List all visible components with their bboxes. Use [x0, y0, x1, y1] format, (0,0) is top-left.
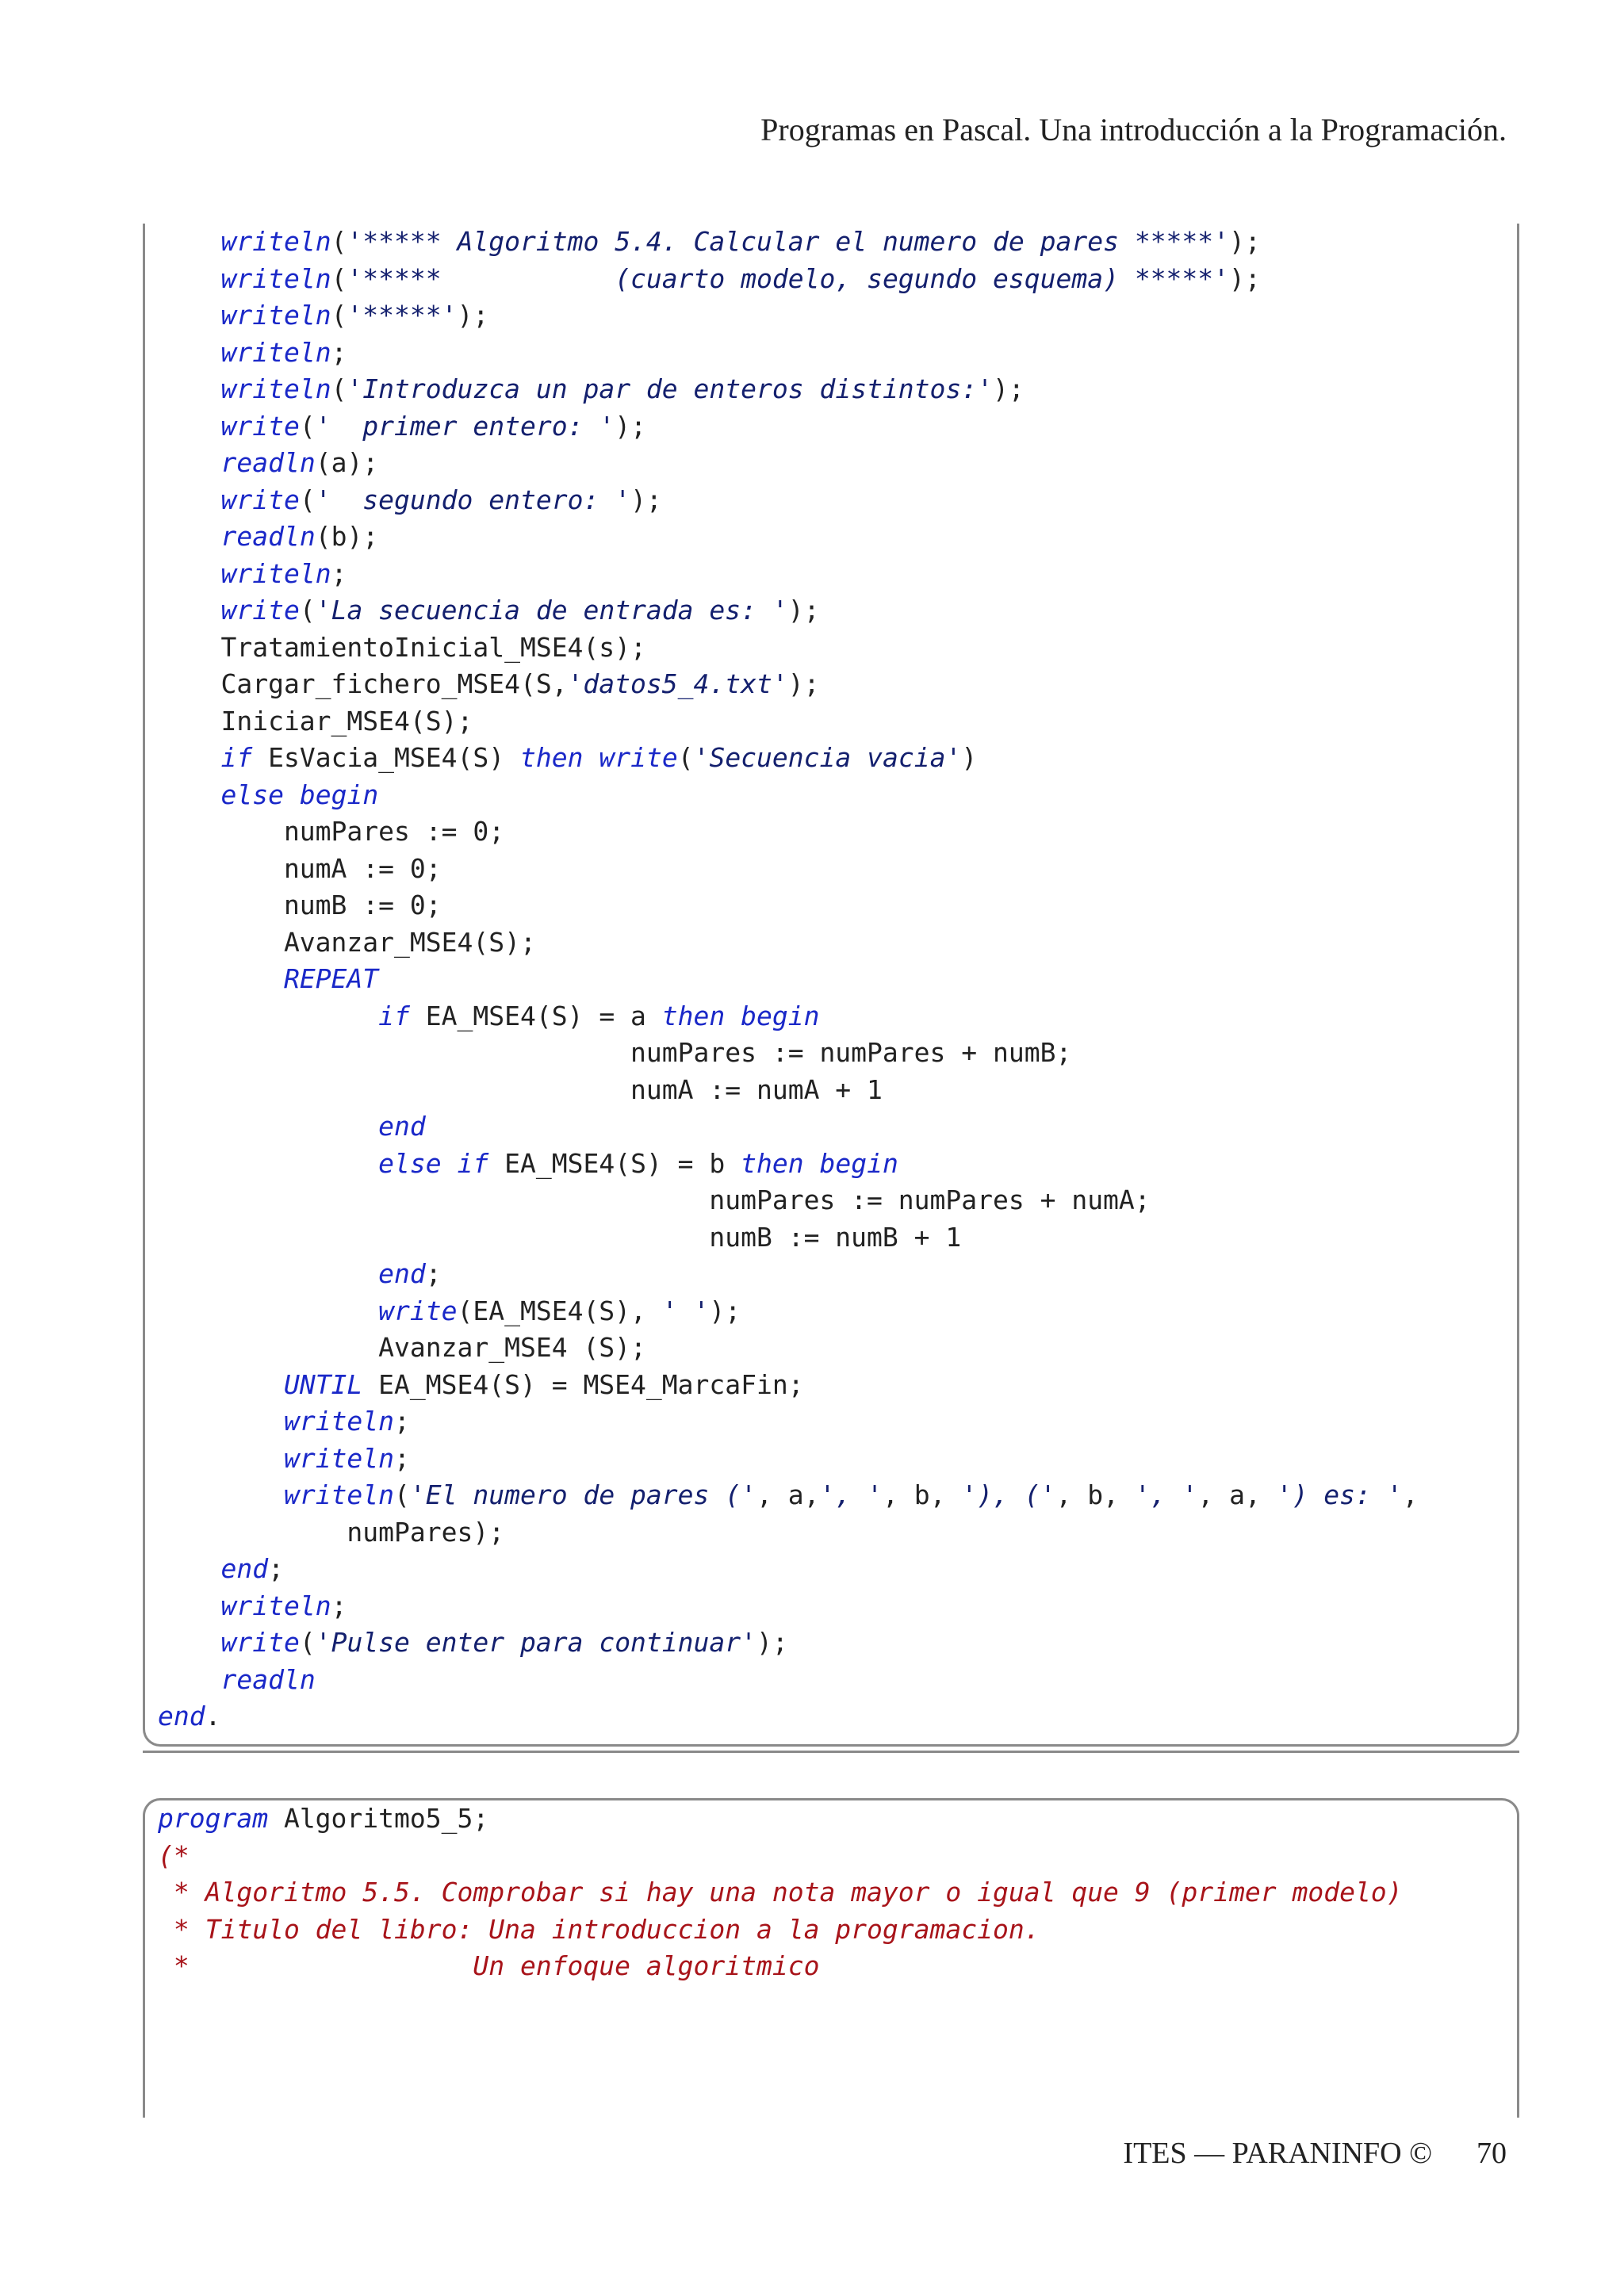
code-string: ' segundo entero: ': [315, 484, 631, 515]
code-text: );: [709, 1295, 741, 1326]
code-line: [158, 1514, 1419, 1552]
code-text: numA := 0;: [158, 852, 442, 884]
code-listing-continued: [143, 224, 1519, 1747]
listing-double-rule: [143, 1751, 1519, 1753]
code-line: [158, 1698, 1419, 1735]
page-footer: [1123, 2136, 1507, 2171]
code-line: [158, 1219, 1419, 1257]
code-string: 'Secuencia vacia': [693, 742, 962, 773]
code-text: Avanzar_MSE4(S);: [158, 926, 536, 958]
code-text: [158, 1590, 220, 1621]
code-line: [158, 740, 1419, 777]
code-text: [725, 1001, 741, 1031]
code-keyword: else: [378, 1147, 442, 1179]
code-text: Cargar_fichero_MSE4(S,: [158, 668, 568, 699]
code-text: );: [1229, 262, 1261, 294]
code-text: numPares);: [158, 1516, 505, 1548]
code-line: [158, 1072, 1419, 1109]
code-text: );: [787, 595, 820, 626]
code-text: EA_MSE4(S) = b: [488, 1147, 741, 1179]
code-comment: (*: [158, 1839, 190, 1871]
code-text: EsVacia_MSE4(S): [252, 742, 520, 773]
code-string: 'datos5_4.txt': [567, 668, 788, 699]
code-string: ') es: ': [1276, 1479, 1403, 1510]
code-string: 'La secuencia de entrada es: ': [315, 595, 788, 626]
code-text: [158, 1001, 378, 1031]
code-text: [158, 1553, 220, 1584]
code-keyword: writeln: [220, 300, 331, 331]
code-text: [158, 1627, 220, 1658]
code-string: '***** Algoritmo 5.4. Calcular el numero de pares *****': [347, 226, 1230, 257]
code-string: '***** (cuarto modelo, segundo esquema) *****': [347, 262, 1230, 294]
code-text: , b,: [1055, 1479, 1135, 1510]
code-line: [158, 1874, 1403, 1911]
code-string: 'Pulse enter para continuar': [315, 1627, 756, 1658]
code-line: [158, 666, 1419, 703]
code-line: [158, 1330, 1419, 1367]
code-text: ;: [394, 1406, 410, 1437]
code-comment: * Algoritmo 5.5. Comprobar si hay una nota mayor o igual que 9 (primer modelo): [158, 1877, 1403, 1908]
code-text: [158, 595, 220, 626]
code-text: );: [457, 300, 489, 331]
code-line: [158, 703, 1419, 740]
code-keyword: write: [220, 595, 300, 626]
code-keyword: end: [378, 1111, 426, 1142]
code-line: [158, 851, 1419, 888]
code-text: [158, 521, 220, 552]
code-keyword: then: [661, 1000, 726, 1031]
code-text: (: [331, 262, 347, 294]
code-text: numPares := numPares + numA;: [158, 1184, 1151, 1215]
code-text: [158, 1148, 378, 1179]
code-keyword: then: [741, 1147, 804, 1179]
code-keyword: writeln: [220, 1590, 331, 1621]
code-line: [158, 1800, 1403, 1838]
code-text: );: [993, 373, 1025, 404]
code-string: ', ': [819, 1479, 883, 1510]
code-keyword: UNTIL: [283, 1368, 363, 1400]
code-line: [158, 1624, 1419, 1662]
code-text: [158, 411, 220, 442]
code-text: EA_MSE4(S) = a: [409, 1000, 662, 1031]
code-keyword: REPEAT: [283, 963, 379, 994]
code-text: numB := numB + 1: [158, 1221, 962, 1253]
code-line: [158, 1146, 1419, 1183]
code-text: ;: [394, 1442, 410, 1474]
code-text: (EA_MSE4(S),: [457, 1295, 662, 1326]
running-header: Programas en Pascal. Una introducción a la Programación.: [760, 112, 1507, 147]
code-keyword: if: [220, 742, 253, 773]
code-line: [158, 1911, 1403, 1949]
code-line: [158, 1477, 1419, 1514]
code-line: [158, 261, 1419, 298]
code-keyword: writeln: [220, 262, 331, 294]
code-keyword: writeln: [220, 226, 331, 257]
page-number: 70: [1477, 2137, 1507, 2170]
code-text: TratamientoInicial_MSE4(s);: [158, 631, 646, 663]
code-keyword: readln: [220, 521, 316, 552]
code-text: , a,: [756, 1479, 820, 1510]
code-listing-algoritmo5-5: [143, 1798, 1519, 2118]
code-line: [158, 297, 1419, 335]
code-text: [158, 337, 220, 368]
code-string: ' primer entero: ': [315, 410, 615, 442]
code-text: (a);: [315, 447, 379, 478]
code-keyword: writeln: [220, 557, 331, 589]
code-text: , a,: [1197, 1479, 1277, 1510]
code-text: [158, 1406, 284, 1437]
code-text: (: [677, 742, 694, 773]
code-keyword: writeln: [283, 1442, 395, 1474]
code-text: [158, 484, 220, 515]
code-text: [158, 1369, 284, 1400]
code-text: numPares := numPares + numB;: [158, 1037, 1072, 1068]
code-text: [158, 1664, 220, 1695]
code-comment: * Titulo del libro: Una introduccion a la programacion.: [158, 1913, 1040, 1945]
code-keyword: write: [220, 484, 300, 515]
code-string: 'Introduzca un par de enteros distintos:': [347, 373, 994, 404]
code-text: [804, 1148, 820, 1179]
code-text: [284, 779, 300, 810]
code-keyword: write: [220, 1627, 300, 1658]
code-text: ;: [331, 336, 347, 368]
code-line: [158, 1035, 1419, 1072]
code-line: [158, 629, 1419, 667]
code-text: Algoritmo5_5;: [268, 1803, 489, 1834]
code-text: [442, 1148, 458, 1179]
code-keyword: else: [220, 779, 284, 810]
code-keyword: if: [457, 1147, 489, 1179]
code-keyword: readln: [220, 447, 316, 478]
code-keyword: end: [378, 1258, 426, 1289]
code-line: [158, 1293, 1419, 1330]
code-text: numB := 0;: [158, 890, 442, 920]
code-text: [158, 742, 220, 773]
code-line: [158, 1182, 1419, 1219]
code-text: (: [331, 300, 347, 331]
code-keyword: end: [158, 1701, 205, 1732]
code-line: [158, 998, 1419, 1035]
code-text: [158, 300, 220, 331]
code-line: [158, 887, 1419, 924]
code-text: ): [961, 742, 978, 773]
code-line: [158, 224, 1419, 261]
code-keyword: write: [378, 1295, 458, 1326]
code-text: numPares := 0;: [158, 816, 505, 847]
code-text: [158, 226, 220, 257]
code-text: (: [394, 1479, 410, 1510]
code-keyword: end: [220, 1553, 269, 1584]
code-line: [158, 1662, 1419, 1699]
code-text: [158, 1443, 284, 1474]
code-line: [158, 1403, 1419, 1441]
code-keyword: readln: [220, 1663, 316, 1695]
code-text: [158, 1111, 378, 1142]
code-keyword: begin: [819, 1147, 898, 1179]
code-line: [158, 519, 1419, 556]
code-text: numA := numA + 1: [158, 1073, 883, 1105]
code-line: [158, 924, 1419, 962]
code-text: [158, 447, 220, 478]
code-string: ' ': [661, 1295, 710, 1326]
code-text: [158, 1295, 378, 1326]
code-line: [158, 408, 1419, 446]
code-text: [583, 742, 599, 773]
code-string: ', ': [1134, 1479, 1198, 1510]
code-text: EA_MSE4(S) = MSE4_MarcaFin;: [362, 1368, 804, 1400]
code-text: );: [1229, 226, 1261, 257]
code-text: (: [299, 1627, 316, 1658]
code-line: [158, 335, 1419, 372]
code-keyword: then: [520, 742, 584, 773]
code-text: [158, 1258, 378, 1289]
code-keyword: if: [378, 1000, 410, 1031]
code-line: [158, 1256, 1419, 1293]
code-text: (: [299, 410, 316, 442]
code-text: Iniciar_MSE4(S);: [158, 705, 473, 737]
code-keyword: write: [220, 410, 300, 442]
code-string: '), (': [961, 1479, 1056, 1510]
code-line: [158, 1838, 1403, 1875]
code-text: );: [787, 668, 820, 699]
code-line: [158, 1367, 1419, 1404]
code-text: [158, 558, 220, 589]
code-line: [158, 371, 1419, 408]
code-block: [158, 1800, 1403, 1985]
code-text: (: [299, 484, 316, 515]
code-text: (: [331, 373, 347, 404]
code-string: '*****': [347, 300, 458, 331]
code-keyword: begin: [299, 779, 379, 810]
code-line: [158, 556, 1419, 593]
code-line: [158, 1108, 1419, 1146]
code-text: [158, 1479, 284, 1510]
code-block: [158, 224, 1419, 1735]
code-text: (: [331, 226, 347, 257]
code-keyword: begin: [741, 1000, 820, 1031]
code-text: , b,: [882, 1479, 962, 1510]
code-comment: * Un enfoque algoritmico: [158, 1950, 820, 1981]
code-text: );: [630, 484, 662, 515]
code-line: [158, 961, 1419, 998]
code-line: [158, 813, 1419, 851]
code-text: ;: [331, 557, 347, 589]
publisher-credit: ITES — PARANINFO ©: [1123, 2137, 1432, 2170]
code-line: [158, 592, 1419, 629]
code-keyword: writeln: [220, 373, 331, 404]
code-text: ,: [1402, 1479, 1419, 1510]
code-text: ;: [331, 1590, 347, 1621]
code-text: (b);: [315, 521, 379, 552]
code-keyword: program: [158, 1803, 269, 1834]
code-line: [158, 1588, 1419, 1625]
code-text: .: [205, 1701, 221, 1732]
code-text: );: [615, 410, 646, 442]
code-text: );: [756, 1627, 788, 1658]
code-text: [158, 373, 220, 404]
code-line: [158, 1551, 1419, 1588]
code-line: [158, 1948, 1403, 1985]
code-text: [158, 963, 284, 994]
code-keyword: writeln: [283, 1479, 395, 1510]
code-text: Avanzar_MSE4 (S);: [158, 1332, 646, 1363]
code-keyword: write: [599, 742, 678, 773]
code-text: (: [299, 595, 316, 626]
code-line: [158, 482, 1419, 519]
code-line: [158, 445, 1419, 482]
code-string: 'El numero de pares (': [409, 1479, 756, 1510]
code-text: ;: [268, 1553, 284, 1584]
code-line: [158, 1441, 1419, 1478]
code-text: [158, 779, 220, 810]
code-keyword: writeln: [220, 336, 331, 368]
code-text: ;: [425, 1258, 442, 1289]
code-text: [158, 263, 220, 294]
code-keyword: writeln: [283, 1406, 395, 1437]
code-line: [158, 777, 1419, 814]
